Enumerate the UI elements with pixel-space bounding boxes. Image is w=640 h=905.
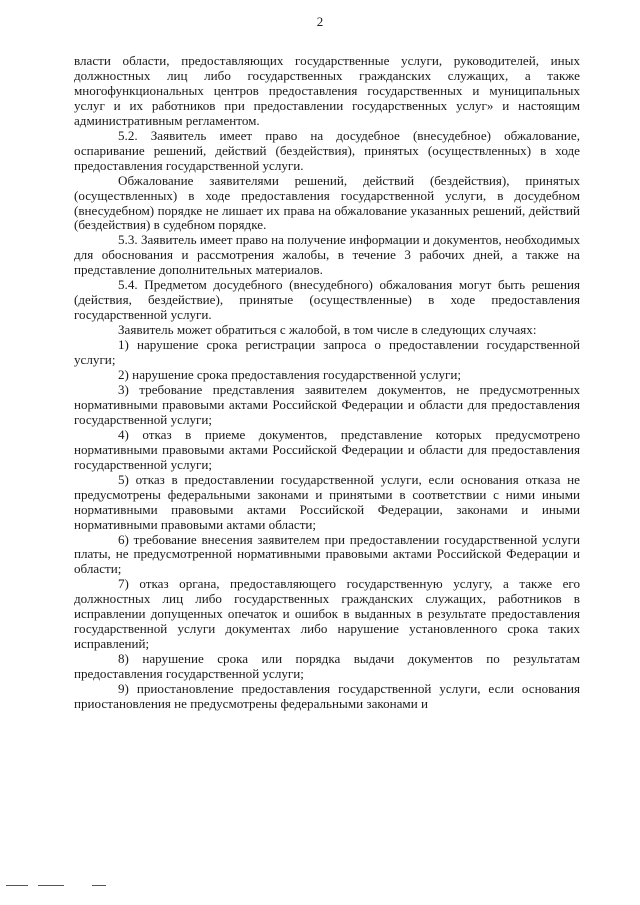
list-item-4: 4) отказ в приеме документов, представление которых предусмотрено нормативными правовыми актами Российской Федерации и области для предоставления государственной услуги; [74,426,580,472]
list-item-3: 3) требование представления заявителем документов, не предусмотренных нормативными правовыми актами Российской Федерации и области для предоставления государственной услуги; [74,381,580,427]
scan-artifact-marks [6,885,126,889]
paragraph-5-3: 5.3. Заявитель имеет право на получение информации и документов, необходимых для обоснования и рассмотрения жалобы, в течение 3 рабочих дней, а также на представление дополнительных материалов. [74,232,580,278]
list-item-1: 1) нарушение срока регистрации запроса о предоставлении государственной услуги; [74,337,580,368]
list-item-8: 8) нарушение срока или порядка выдачи документов по результатам предоставления государственной услуги; [74,651,580,682]
list-item-6: 6) требование внесения заявителем при предоставлении государственной услуги платы, не предусмотренной нормативными правовыми актами Российской Федерации и области; [74,531,580,577]
list-item-7: 7) отказ органа, предоставляющего государственную услугу, а также его должностных лиц либо государственных гражданских служащих, работников в исправлении допущенных опечаток и ошибок в выданных в результате предоставления государственной услуги документах либо нарушение установленного срока таких исправлений; [74,576,580,652]
list-item-2: 2) нарушение срока предоставления государственной услуги; [118,367,462,383]
paragraph-cases-intro: Заявитель может обратиться с жалобой, в том числе в следующих случаях: [118,322,537,338]
paragraph-5-4: 5.4. Предметом досудебного (внесудебного) обжалования могут быть решения (действия, бездействие), принятые (осуществленные) в ходе предоставления государственной услуги. [74,277,580,323]
document-body [74,54,580,712]
scan-mark [38,885,64,886]
scan-mark [92,885,106,886]
list-item-9: 9) приостановление предоставления государственной услуги, если основания приостановления не предусмотрены федеральными законами и [74,681,580,711]
scan-mark [6,885,28,886]
list-item-5: 5) отказ в предоставлении государственной услуги, если основания отказа не предусмотрены федеральными законами и принятыми в соответствии с ними иными нормативными правовыми актами Российской Федерации, законами и иными нормативными правовыми актами области; [74,471,580,532]
paragraph-appeal-note: Обжалование заявителями решений, действий (бездействия), принятых (осуществленных) в ходе предоставления государственной услуги, в досудебном (внесудебном) порядке не лишает их права на обжалование указанных решений, действий (бездействия) в судебном порядке. [74,172,580,233]
paragraph-continuation: власти области, предоставляющих государственные услуги, руководителей, иных должностных лиц либо государственных гражданских служащих, а также многофункциональных центров предоставления государственных и муниципальных услуг и их работников при предоставлении государственных услуг» и настоящим административным регламентом. [74,53,580,128]
paragraph-5-2: 5.2. Заявитель имеет право на досудебное (внесудебное) обжалование, оспаривание решений, действий (бездействия), принятых (осуществленных) в ходе предоставления государственной услуги. [74,127,580,173]
page-number: 2 [316,14,324,29]
